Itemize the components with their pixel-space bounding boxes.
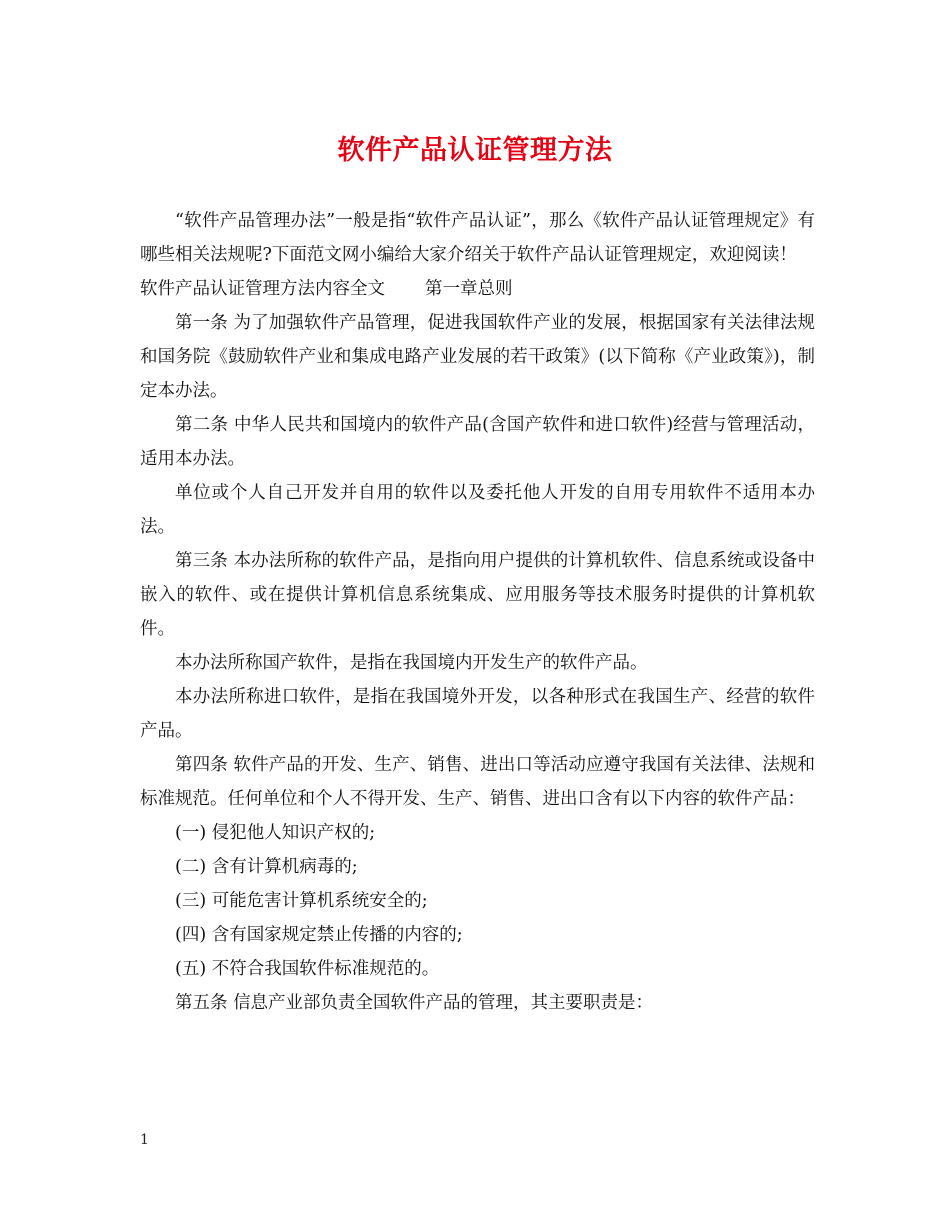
paragraph: 第二条 中华人民共和国境内的软件产品(含国产软件和进口软件)经营与管理活动，适用本办法。 <box>140 415 815 469</box>
list-item: (三) 可能危害计算机系统安全的; <box>175 891 428 911</box>
list-item: (四) 含有国家规定禁止传播的内容的; <box>175 925 463 945</box>
document-title: 软件产品认证管理方法 <box>337 135 613 166</box>
document-body <box>140 204 815 1020</box>
paragraph: 第三条 本办法所称的软件产品，是指向用户提供的计算机软件、信息系统或设备中嵌入的软件、或在提供计算机信息系统集成、应用服务等技术服务时提供的计算机软件。 <box>140 551 815 639</box>
heading-left: 软件产品认证管理方法内容全文 <box>140 279 385 299</box>
paragraph: 本办法所称国产软件，是指在我国境内开发生产的软件产品。 <box>175 653 648 673</box>
paragraph: 第五条 信息产业部负责全国软件产品的管理，其主要职责是： <box>175 993 654 1013</box>
intro-paragraph: “软件产品管理办法”一般是指“软件产品认证”，那么《软件产品认证管理规定》有哪些相关法规呢?下面范文网小编给大家介绍关于软件产品认证管理规定，欢迎阅读！ <box>140 211 815 265</box>
page-number: 1 <box>140 1132 149 1148</box>
section-heading <box>140 272 815 306</box>
paragraph: 本办法所称进口软件，是指在我国境外开发，以各种形式在我国生产、经营的软件产品。 <box>140 687 815 741</box>
paragraph: 第一条 为了加强软件产品管理，促进我国软件产业的发展，根据国家有关法律法规和国务院《鼓励软件产业和集成电路产业发展的若干政策》(以下简称《产业政策》)，制定本办法。 <box>140 313 815 401</box>
list-item: (一) 侵犯他人知识产权的; <box>175 823 376 843</box>
heading-right: 第一章总则 <box>425 279 513 299</box>
list-item: (五) 不符合我国软件标准规范的。 <box>175 959 440 979</box>
paragraph: 第四条 软件产品的开发、生产、销售、进出口等活动应遵守我国有关法律、法规和标准规范。任何单位和个人不得开发、生产、销售、进出口含有以下内容的软件产品： <box>140 755 815 809</box>
heading-gap <box>385 272 425 306</box>
paragraph: 单位或个人自己开发并自用的软件以及委托他人开发的自用专用软件不适用本办法。 <box>140 483 815 537</box>
list-item: (二) 含有计算机病毒的; <box>175 857 358 877</box>
